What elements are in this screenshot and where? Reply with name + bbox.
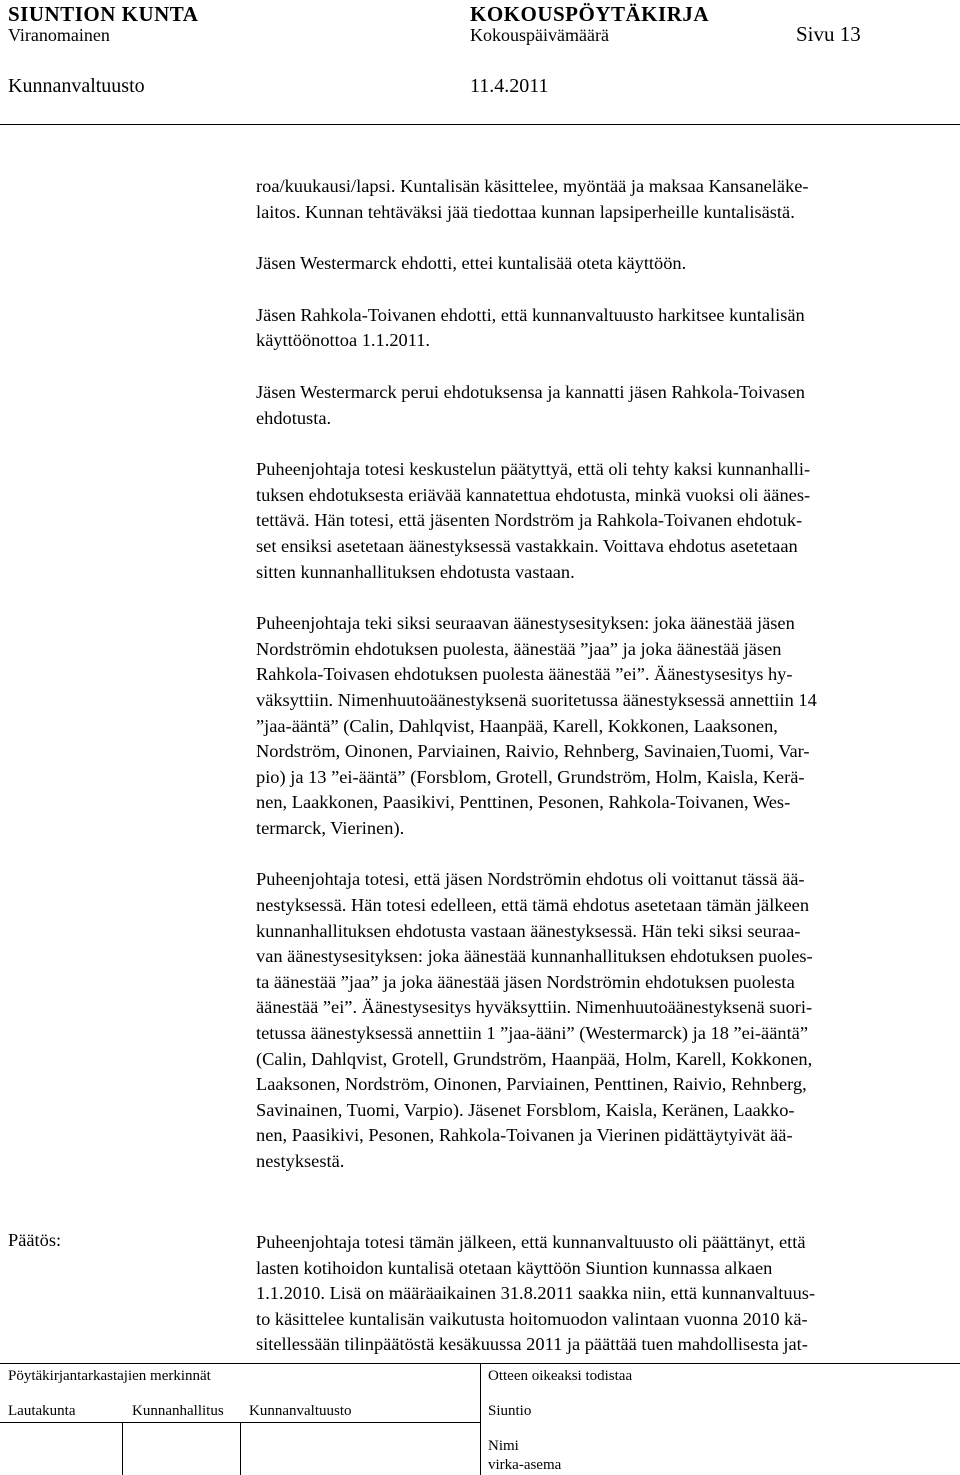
paragraph-5: Puheenjohtaja totesi keskustelun päätyttyä, että oli tehty kaksi kunnanhalli- tuksen ehdotuksesta eriävää kannatettua ehdotusta, minkä vuoksi oli äänes- tettävä. Hän totesi, että jäsenten Nordström ja Rahkola-Toivanen ehdotuk- set ensiksi asetetaan äänestyksessä vastakkain. Voittava ehdotus asetetaan sitten kunnanhallituksen ehdotusta vastaan. — [256, 459, 811, 582]
paragraph-2: Jäsen Westermarck ehdotti, ettei kuntalisää oteta käyttöön. — [256, 253, 687, 274]
body-text — [256, 174, 946, 1175]
footer-kunnanhallitus: Kunnanhallitus — [132, 1403, 224, 1419]
paragraph-1: roa/kuukausi/lapsi. Kuntalisän käsittelee, myöntää ja maksaa Kansaneläke- laitos. Kunnan tehtäväksi jää tiedottaa kunnan lapsiperheille kuntalisästä. — [256, 176, 809, 222]
footer-lautakunta: Lautakunta — [8, 1403, 76, 1419]
meeting-date-label: Kokouspäivämäärä — [470, 25, 609, 45]
footer-name-label: Nimi — [488, 1438, 519, 1454]
document-type: KOKOUSPÖYTÄKIRJA — [470, 2, 710, 26]
paragraph-6: Puheenjohtaja teki siksi seuraavan äänestysesityksen: joka äänestää jäsen Nordströmin ehdotuksen puolesta, äänestää ”jaa” ja joka äänestää jäsen Rahkola-Toivasen ehdotuksen puolesta äänestää ”ei”. Äänestysesitys hy- väksyttiin. Nimenhuutoäänestyksenä suoritetussa äänestyksessä annettiin 14 ”jaa-ääntä” (Calin, Dahlqvist, Haanpää, Karell, Kokkonen, Laaksonen, Nordström, Oinonen, Parviainen, Raivio, Rehnberg, Savinaien,Tuomi, Var- pio) ja 13 ”ei-ääntä” (Forsblom, Grotell, Grundström, Holm, Kaisla, Kerä- nen, Laakkonen, Paasikivi, Penttinen, Pesonen, Rahkola-Toivanen, Wes- termarck, Vierinen). — [256, 613, 817, 838]
header-divider — [0, 124, 960, 125]
reviewers-label: Pöytäkirjantarkastajien merkinnät — [8, 1368, 211, 1384]
footer-col-divider-2 — [240, 1422, 241, 1475]
footer-kunnanvaltuusto: Kunnanvaltuusto — [249, 1403, 352, 1419]
meeting-date: 11.4.2011 — [470, 75, 549, 97]
footer-place: Siuntio — [488, 1403, 532, 1419]
authority-name: Kunnanvaltuusto — [8, 75, 145, 97]
authority-label: Viranomainen — [8, 25, 110, 45]
footer-title-label: virka-asema — [488, 1457, 562, 1473]
decision-text — [256, 1230, 946, 1358]
decision-paragraph: Puheenjohtaja totesi tämän jälkeen, että kunnanvaltuusto oli päättänyt, että lasten kotihoidon kuntalisä otetaan käyttöön Siuntion kunnassa alkaen 1.1.2010. Lisä on määräaikainen 31.8.2011 saakka niin, että kunnanvaltuus- to käsittelee kuntalisän vaikutusta hoitomuodon valintaan vuonna 2010 kä- sitellessään tilinpäätöstä kesäkuussa 2011 ja päättää tuen mahdollisesta jat- — [256, 1232, 816, 1355]
paragraph-7: Puheenjohtaja totesi, että jäsen Nordströmin ehdotus oli voittanut tässä ää- nestyksessä. Hän totesi edelleen, että tämä ehdotus asetetaan tämän jälkeen kunnanhallituksen ehdotusta vastaan äänestyksessä. Hän teki siksi seuraa- van äänestysesityksen: joka äänestää kunnanhallituksen ehdotuksen puoles- ta äänestää ”jaa” ja joka äänestää jäsen Nordströmin ehdotuksen puolesta äänestää ”ei”. Äänestysesitys hyväksyttiin. Nimenhuutoäänestyksenä suori- tetussa äänestyksessä annettiin 1 ”jaa-ääni” (Westermarck) ja 18 ”ei-ääntä” (Calin, Dahlqvist, Grotell, Grundström, Haanpää, Holm, Karell, Kokkonen, Laaksonen, Nordström, Oinonen, Parviainen, Penttinen, Raivio, Rehnberg, Savinainen, Tuomi, Varpio). Jäsenet Forsblom, Kaisla, Keränen, Laakko- nen, Paasikivi, Pesonen, Rahkola-Toivanen ja Vierinen pidättäytyivät ää- nestyksestä. — [256, 869, 813, 1171]
page-number: Sivu 13 — [796, 22, 861, 46]
organization-name: SIUNTION KUNTA — [8, 2, 199, 26]
footer-center-divider — [480, 1363, 481, 1475]
paragraph-3: Jäsen Rahkola-Toivanen ehdotti, että kunnanvaltuusto harkitsee kuntalisän käyttöönottoa 1.1.2011. — [256, 304, 805, 351]
certified-label: Otteen oikeaksi todistaa — [488, 1368, 633, 1384]
footer-col-divider-1 — [122, 1422, 123, 1475]
paragraph-4: Jäsen Westermarck perui ehdotuksensa ja kannatti jäsen Rahkola-Toivasen ehdotusta. — [256, 381, 805, 428]
decision-label: Päätös: — [8, 1230, 62, 1250]
